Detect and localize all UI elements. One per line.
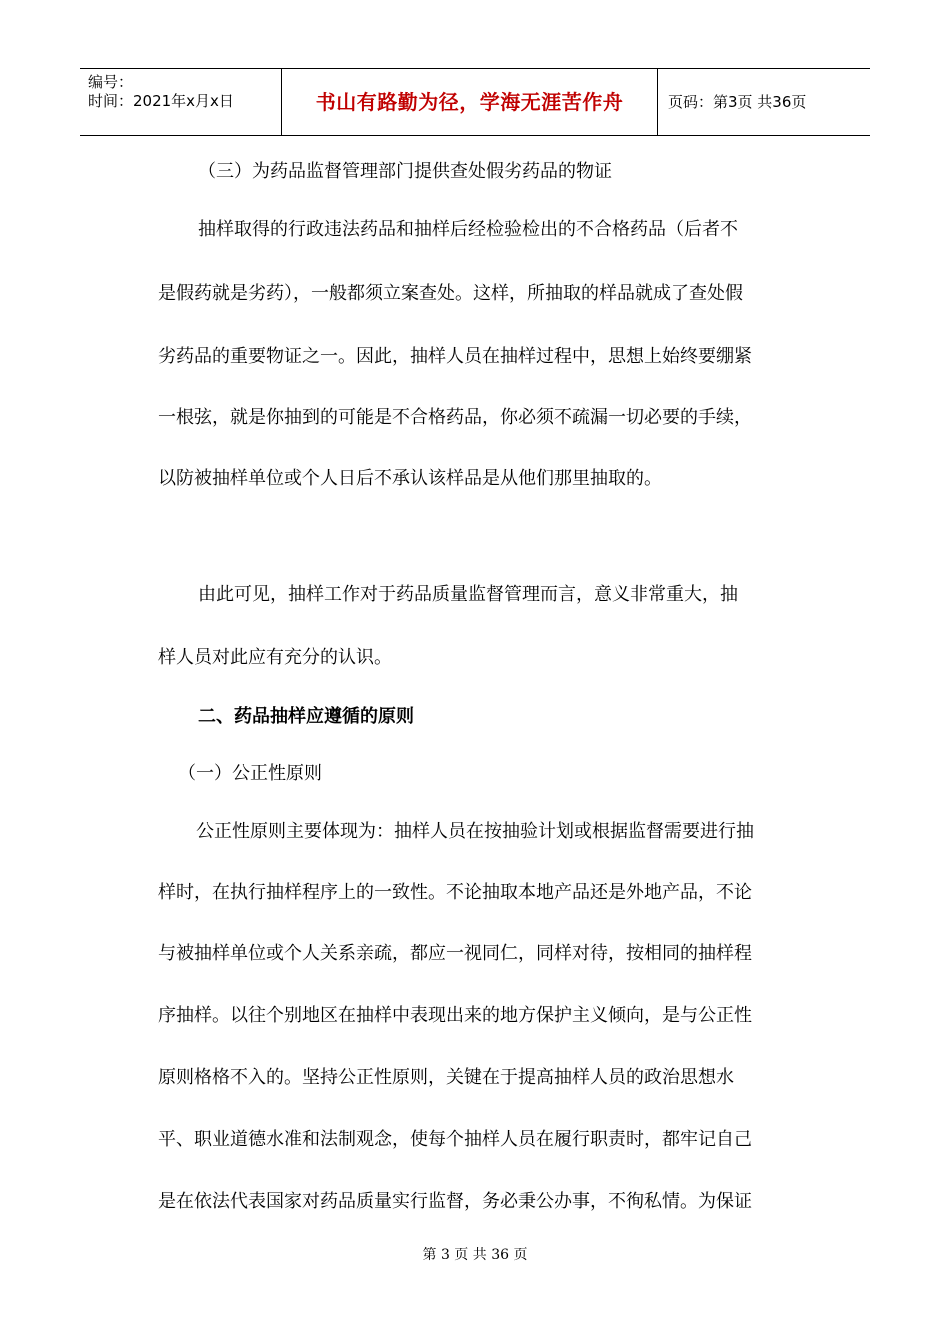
header-meta: [88, 73, 283, 111]
paragraph-line: 是假药就是劣药），一般都须立案查处。这样，所抽取的样品就成了查处假: [158, 283, 743, 304]
paragraph-line: 抽样取得的行政违法药品和抽样后经检验检出的不合格药品（后者不: [198, 219, 738, 240]
paragraph-line: 平、职业道德水准和法制观念，使每个抽样人员在履行职责时，都牢记自己: [158, 1129, 752, 1150]
paragraph-line: 样人员对此应有充分的认识。: [158, 647, 392, 668]
page-footer: 第 3 页 共 36 页: [422, 1247, 528, 1263]
section-heading: 二、药品抽样应遵循的原则: [198, 706, 414, 727]
page-header: [80, 68, 870, 136]
paragraph-line: 与被抽样单位或个人关系亲疏，都应一视同仁，同样对待，按相同的抽样程: [158, 943, 752, 964]
paragraph-line: 原则格格不入的。坚持公正性原则，关键在于提高抽样人员的政治思想水: [158, 1067, 734, 1088]
document-time-label: 时间：2021年x月x日: [88, 92, 234, 110]
header-divider-right: [657, 69, 658, 135]
paragraph-line: 是在依法代表国家对药品质量实行监督，务必秉公办事，不徇私情。为保证: [158, 1191, 752, 1212]
paragraph-line: 以防被抽样单位或个人日后不承认该样品是从他们那里抽取的。: [158, 468, 662, 489]
paragraph-line: 公正性原则主要体现为：抽样人员在按抽验计划或根据监督需要进行抽: [196, 821, 754, 842]
paragraph-line: 样时，在执行抽样程序上的一致性。不论抽取本地产品还是外地产品，不论: [158, 882, 752, 903]
paragraph-line: 序抽样。以往个别地区在抽样中表现出来的地方保护主义倾向，是与公正性: [158, 1005, 752, 1026]
header-page-code: 页码：第3页 共36页: [668, 93, 807, 111]
paragraph-line: 劣药品的重要物证之一。因此，抽样人员在抽样过程中，思想上始终要绷紧: [158, 346, 752, 367]
paragraph-line: 一根弦，就是你抽到的可能是不合格药品，你必须不疏漏一切必要的手续，: [158, 407, 752, 428]
subheading-one: （一）公正性原则: [178, 763, 322, 784]
document-number-label: 编号：: [88, 73, 134, 91]
subheading-three: （三）为药品监督管理部门提供查处假劣药品的物证: [198, 161, 612, 182]
paragraph-line: 由此可见，抽样工作对于药品质量监督管理而言，意义非常重大，抽: [198, 584, 738, 605]
header-motto: 书山有路勤为径，学海无涯苦作舟: [315, 90, 624, 114]
